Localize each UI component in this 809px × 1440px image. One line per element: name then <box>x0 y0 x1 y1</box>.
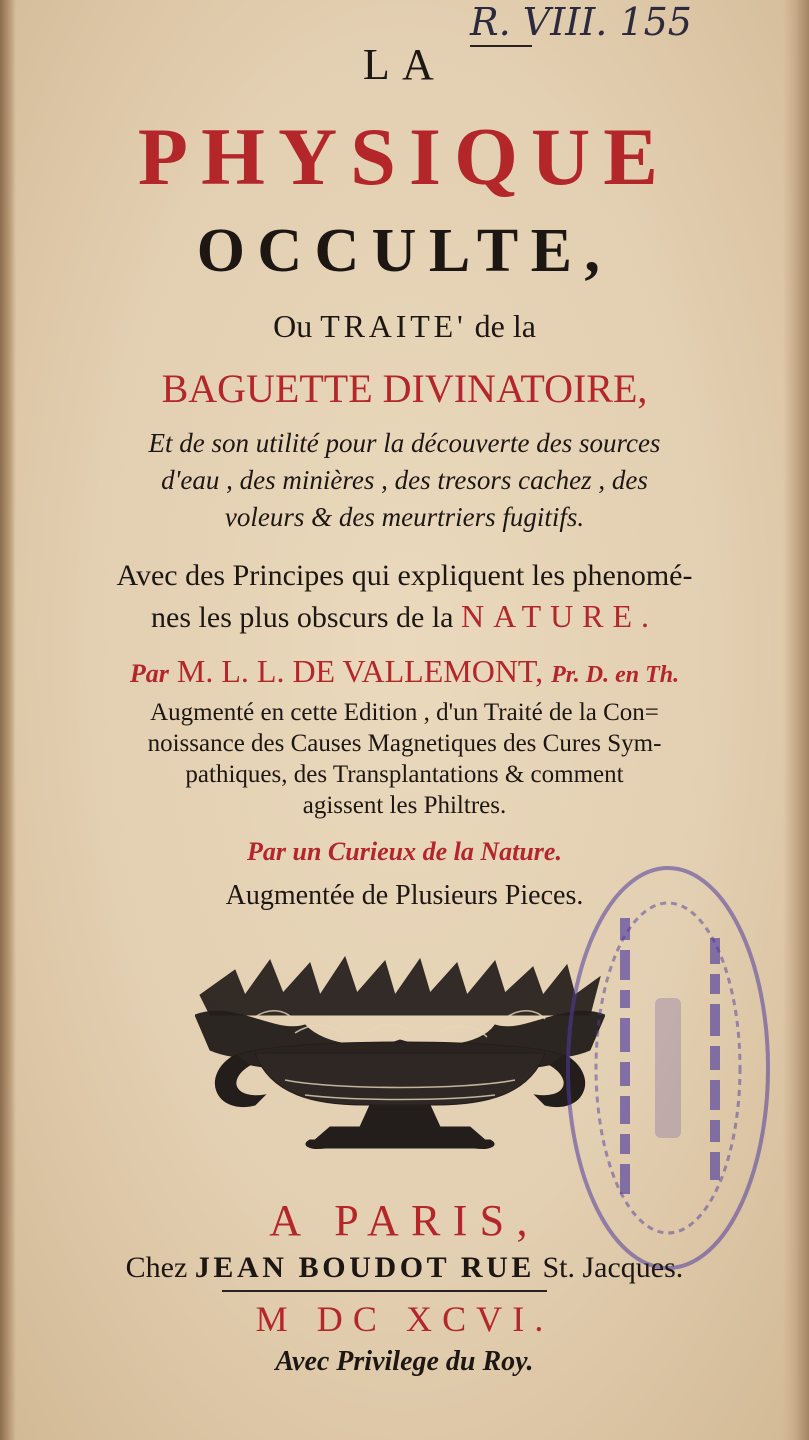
imprint-printer-line <box>0 1250 809 1286</box>
imprint-year: M DC XCVI. <box>255 1299 554 1339</box>
curieux-line: Par un Curieux de la Nature. <box>247 837 562 866</box>
subtitle-dela: de la <box>474 308 536 344</box>
augmente-line-4: agissent les Philtres. <box>302 792 507 819</box>
imprint-printer: JEAN BOUDOT RUE <box>194 1251 535 1284</box>
handwritten-shelfmark: R. VIII. 155 <box>470 0 692 44</box>
description-line-1: Et de son utilité pour la découverte des sources <box>148 428 661 458</box>
imprint-city: A PARIS, <box>269 1196 540 1245</box>
augmente-line-1: Augmenté en cette Edition , d'un Traité de la Con= <box>150 699 659 726</box>
subtitle-ou: Ou <box>273 308 313 344</box>
augmentee-line: Augmentée de Plusieurs Pieces. <box>225 880 584 911</box>
title-physique: PHYSIQUE <box>137 111 672 202</box>
augmente-line-3: pathiques, des Transplantations & comment <box>185 761 624 788</box>
subtitle-traite-word: TRAITE' <box>320 308 467 344</box>
imprint-privilege: Avec Privilege du Roy. <box>275 1346 534 1377</box>
imprint-street: St. Jacques. <box>542 1251 684 1284</box>
imprint-chez: Chez <box>125 1251 188 1284</box>
author-line <box>0 652 809 694</box>
title-occulte: OCCULTE, <box>196 217 613 285</box>
title-article: LA <box>362 40 447 89</box>
principles-nature: NATURE. <box>461 598 658 634</box>
description-line-3: voleurs & des meurtriers fugitifs. <box>224 502 585 532</box>
fruit-basket-vignette <box>195 955 605 1150</box>
author-name: M. L. L. DE VALLEMONT, <box>176 653 544 689</box>
principles-line-2 <box>0 598 809 636</box>
author-par: Par <box>129 659 169 688</box>
principles-line-1: Avec des Principes qui expliquent les phenomé- <box>116 559 693 592</box>
description-line-2: d'eau , des minières , des tresors cachez , des <box>161 465 648 495</box>
principles-line-2-text: nes les plus obscurs de la <box>151 601 454 634</box>
augmente-line-2: noissance des Causes Magnetiques des Cures Sym- <box>147 730 662 757</box>
subtitle-traite <box>0 306 809 346</box>
subtitle-baguette: BAGUETTE DIVINATOIRE, <box>161 366 648 411</box>
author-degree: Pr. D. en Th. <box>551 662 680 688</box>
imprint-rule <box>222 1290 547 1292</box>
